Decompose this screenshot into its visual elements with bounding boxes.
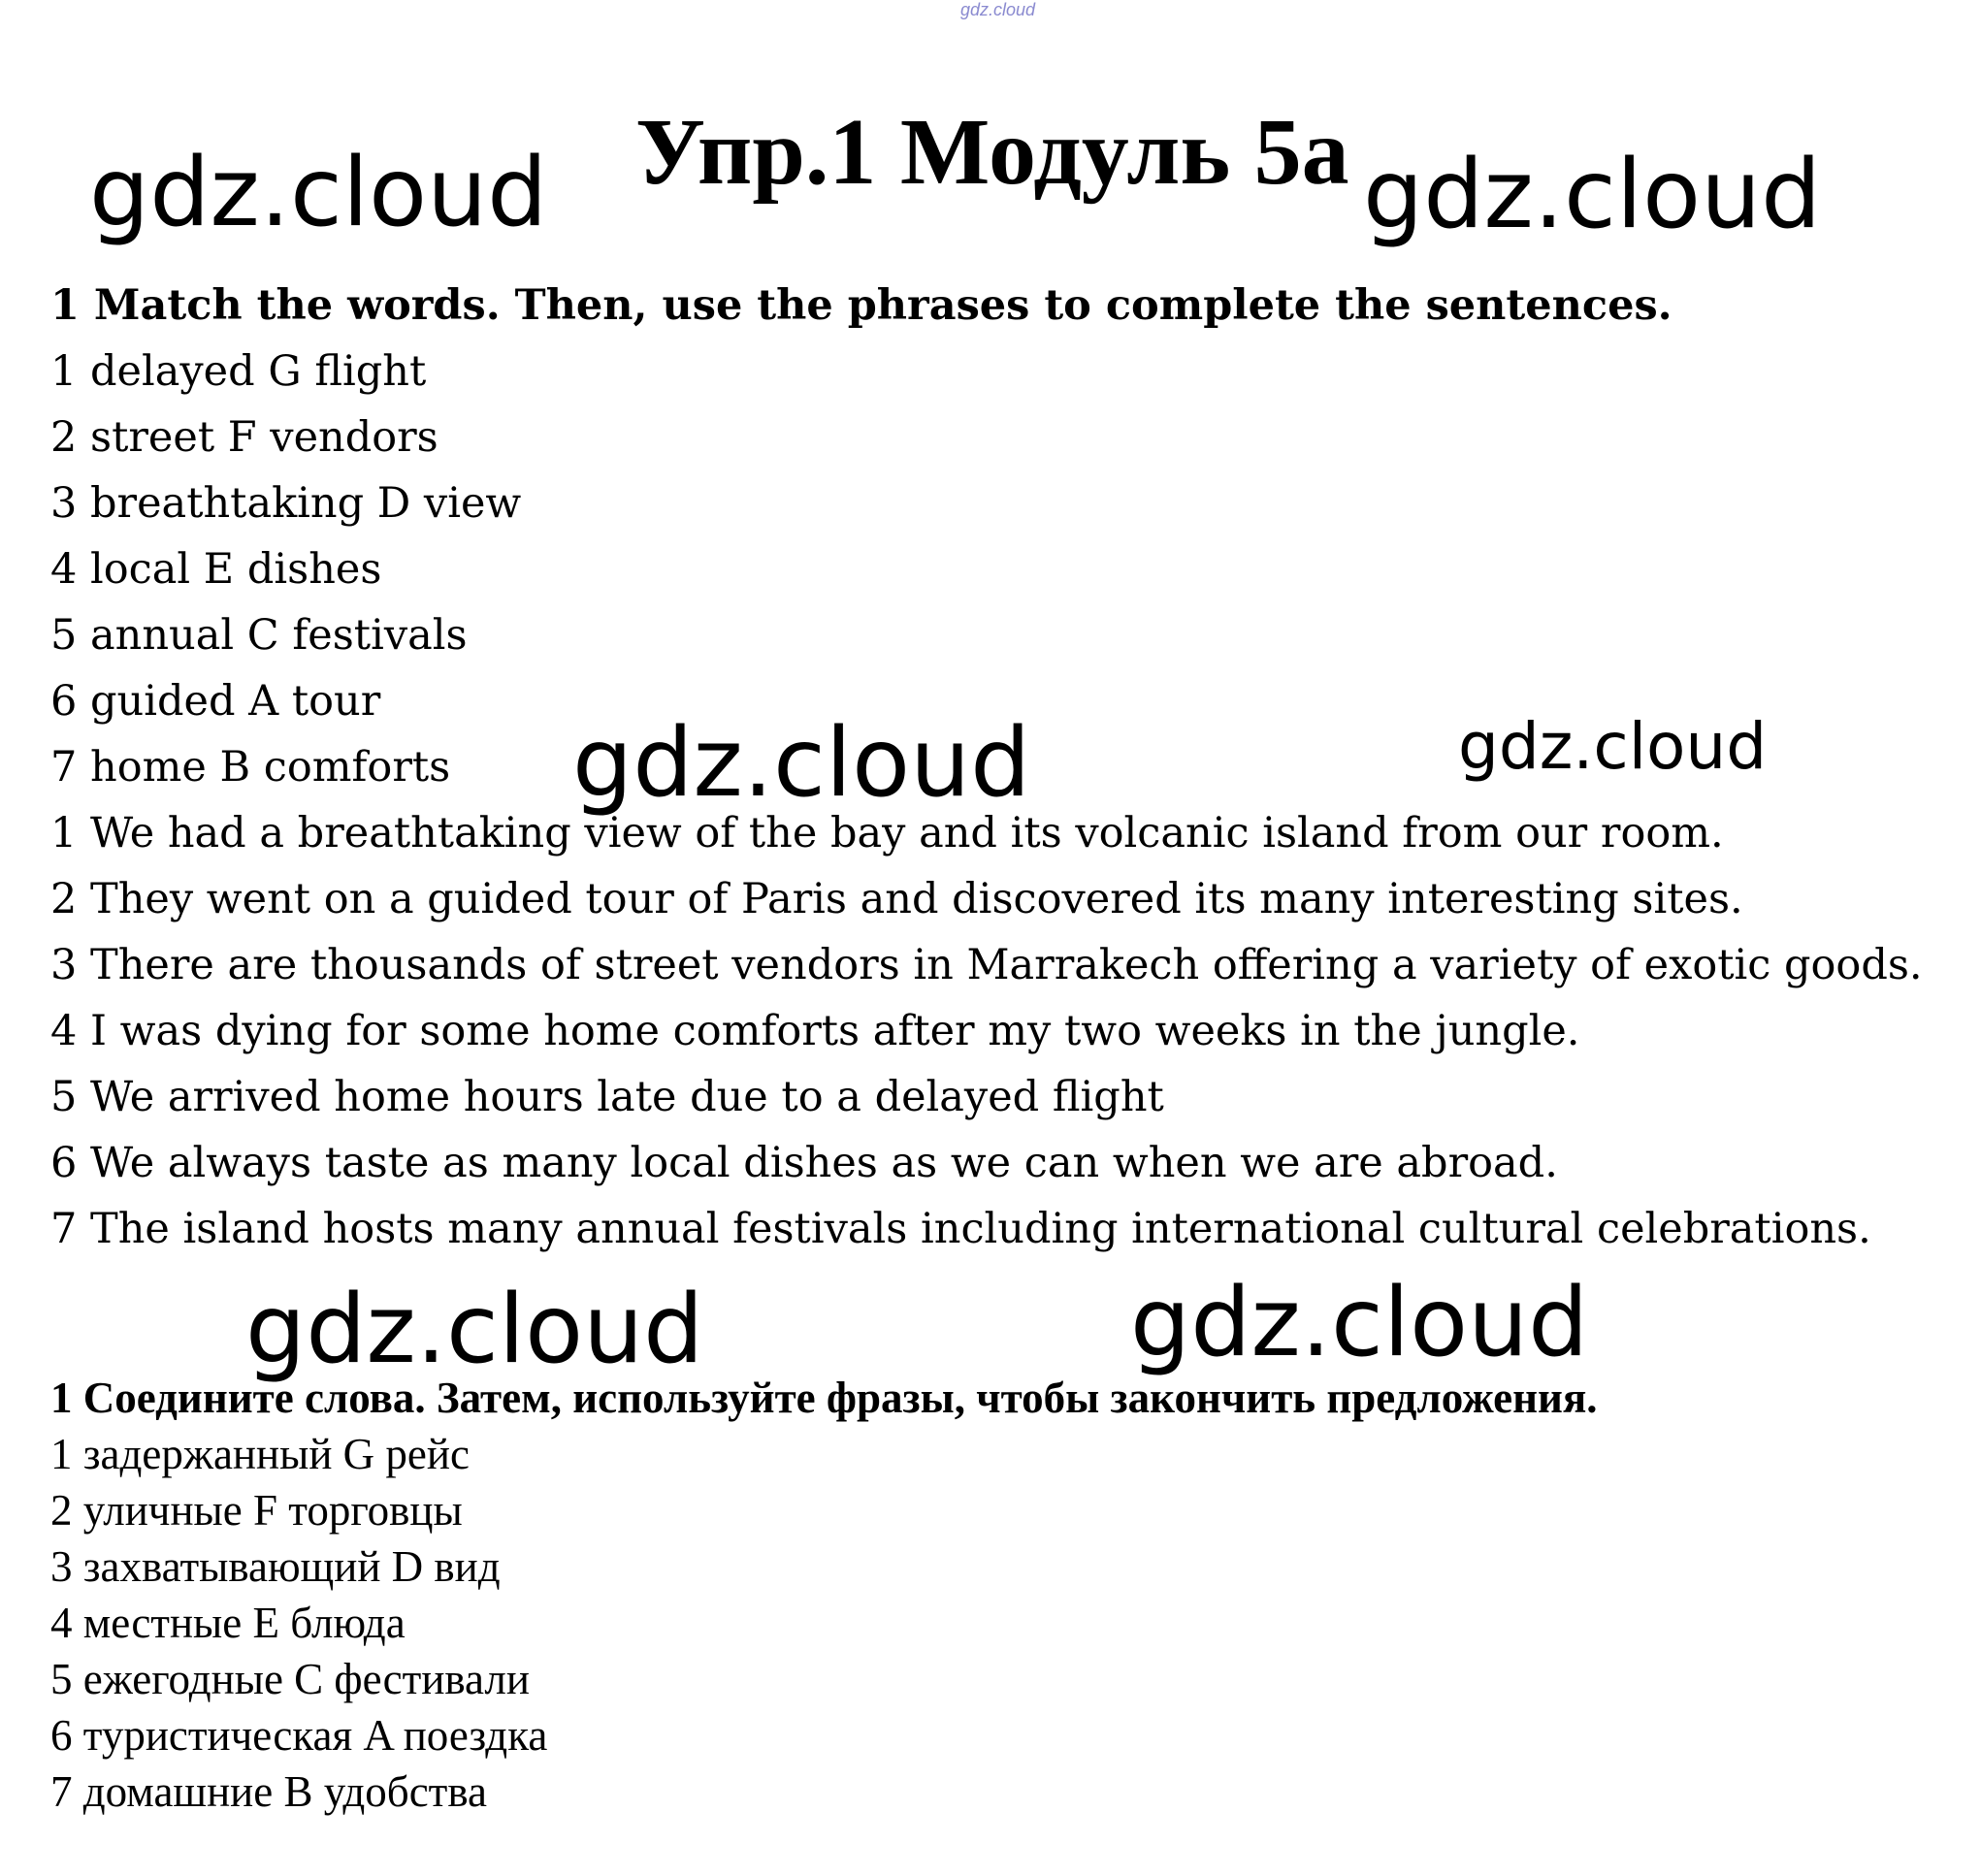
match-item: 1 задержанный G рейс bbox=[50, 1430, 470, 1478]
sentence-item: 5 We arrived home hours late due to a delayed flight bbox=[50, 1073, 1164, 1121]
sentence-item: 3 There are thousands of street vendors in Marrakech offering a variety of exotic goods. bbox=[50, 941, 1923, 989]
russian-section bbox=[50, 1370, 1598, 1820]
match-item: 2 уличные F торговцы bbox=[50, 1486, 463, 1535]
match-item: 5 ежегодные C фестивали bbox=[50, 1655, 530, 1703]
match-item: 3 breathtaking D view bbox=[50, 479, 522, 528]
top-watermark: gdz.cloud bbox=[960, 0, 1036, 19]
sentence-item: 4 I was dying for some home comforts after my two weeks in the jungle. bbox=[50, 1007, 1580, 1055]
watermark: gdz.cloud bbox=[572, 708, 1031, 819]
sentence-item: 1 We had a breathtaking view of the bay and its volcanic island from our room. bbox=[50, 809, 1724, 857]
match-item: 7 home B comforts bbox=[50, 743, 451, 792]
watermark: gdz.cloud bbox=[1458, 709, 1768, 784]
english-section bbox=[50, 273, 1923, 1262]
match-item: 7 домашние B удобства bbox=[50, 1767, 487, 1816]
english-heading: 1 Match the words. Then, use the phrases to complete the sentences. bbox=[50, 281, 1672, 330]
match-item: 3 захватывающий D вид bbox=[50, 1542, 501, 1591]
sentence-item: 2 They went on a guided tour of Paris and discovered its many interesting sites. bbox=[50, 875, 1743, 923]
match-item: 1 delayed G flight bbox=[50, 347, 427, 396]
russian-heading: 1 Соедините слова. Затем, используйте фразы, чтобы закончить предложения. bbox=[50, 1374, 1598, 1422]
match-item: 6 туристическая A поездка bbox=[50, 1711, 548, 1760]
match-item: 5 annual C festivals bbox=[50, 611, 468, 660]
match-item: 4 местные E блюда bbox=[50, 1599, 406, 1647]
watermark: gdz.cloud bbox=[1363, 140, 1822, 250]
match-item: 2 street F vendors bbox=[50, 413, 438, 462]
match-item: 4 local E dishes bbox=[50, 545, 382, 594]
sentence-item: 6 We always taste as many local dishes as we can when we are abroad. bbox=[50, 1139, 1558, 1187]
sentence-item: 7 The island hosts many annual festivals including international cultural celebrations. bbox=[50, 1205, 1871, 1253]
watermark: gdz.cloud bbox=[1130, 1268, 1589, 1378]
watermark: gdz.cloud bbox=[245, 1275, 704, 1385]
page-title: Упр.1 Модуль 5а bbox=[635, 100, 1349, 205]
match-item: 6 guided A tour bbox=[50, 677, 381, 726]
watermark: gdz.cloud bbox=[89, 138, 548, 248]
